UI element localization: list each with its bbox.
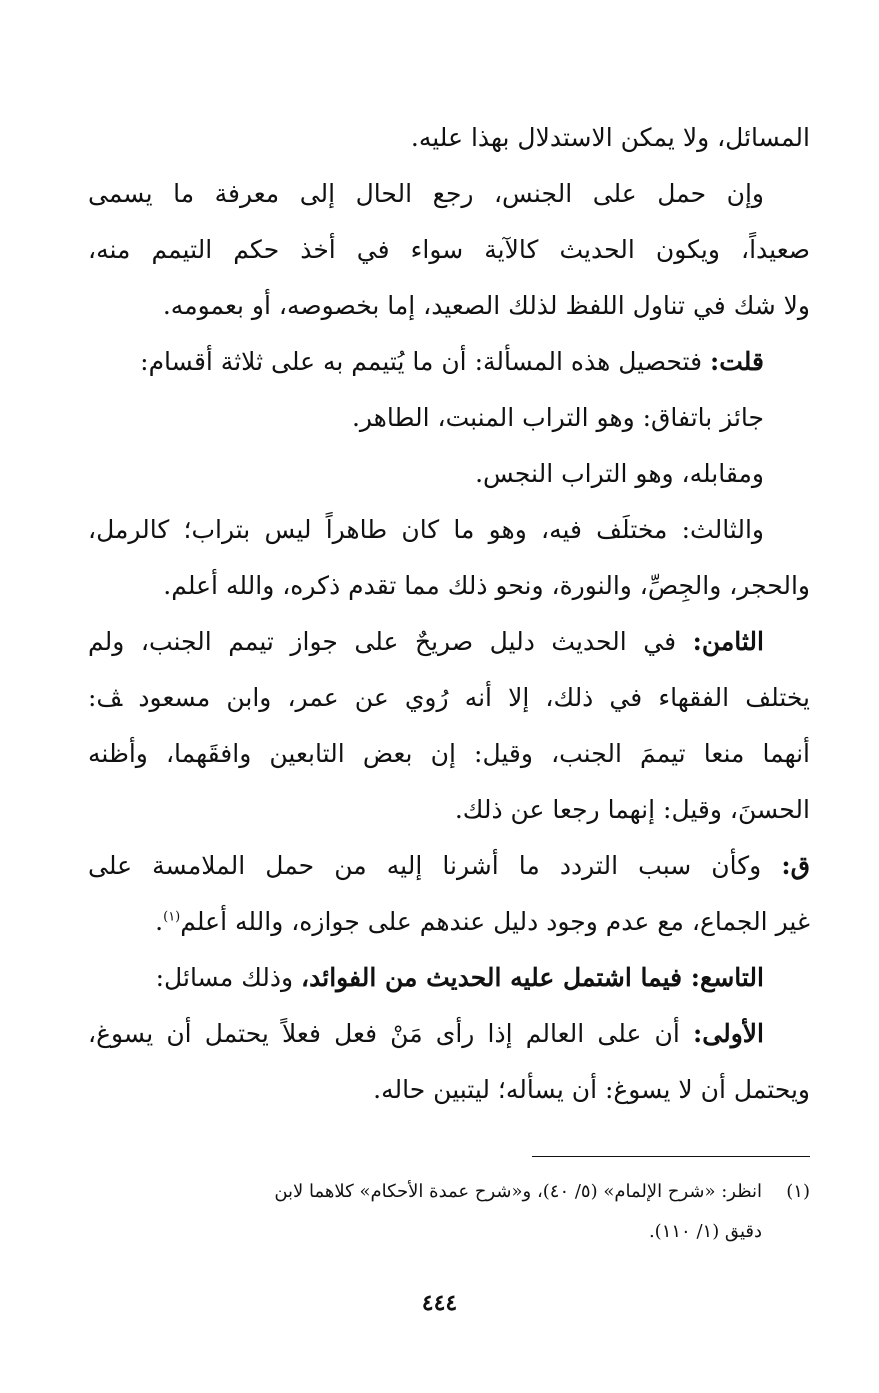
text-line-8 <box>88 502 810 558</box>
text-line-14 <box>88 838 810 894</box>
line-text: وذلك مسائل: <box>155 963 302 992</box>
line-text: ويحتمل أن لا يسوغ: أن يسأله؛ ليتبين حاله. <box>373 1075 810 1104</box>
line-text: الحسنَ، وقيل: إنهما رجعا عن ذلك. <box>454 795 810 824</box>
text-line-1 <box>88 110 810 166</box>
text-line-10 <box>88 614 810 670</box>
line-lead-word: قلت: <box>709 347 764 376</box>
footnote-line-1 <box>88 1172 810 1212</box>
line-text: في الحديث دليل صريحٌ على جواز تيمم الجنب، ولم <box>88 627 693 656</box>
footnote-line-2 <box>88 1212 810 1252</box>
line-lead-word: ق: <box>781 851 810 880</box>
footnotes <box>88 1172 810 1252</box>
text-line-18 <box>88 1062 810 1118</box>
text-line-9 <box>88 558 810 614</box>
line-text: جائز باتفاق: وهو التراب المنبت، الطاهر. <box>351 403 764 432</box>
text-line-4 <box>88 278 810 334</box>
line-text: غير الجماع، مع عدم وجود دليل عندهم على جوازه، والله أعلم <box>180 907 810 936</box>
line-text: أنهما منعا تيممَ الجنب، وقيل: إن بعض التابعين وافقَهما، وأظنه <box>88 739 810 768</box>
line-text: والثالث: مختلَف فيه، وهو ما كان طاهراً ليس بتراب؛ كالرمل، <box>88 515 764 544</box>
line-text: صعيداً، ويكون الحديث كالآية سواء في أخذ حكم التيمم منه، <box>88 235 810 264</box>
text-line-16 <box>88 950 810 1006</box>
text-line-11 <box>88 670 810 726</box>
footnote-divider <box>532 1156 810 1157</box>
main-text <box>88 110 810 1118</box>
line-text: فتحصيل هذه المسألة: أن ما يُتيمم به على ثلاثة أقسام: <box>140 347 710 376</box>
line-text: ولا شك في تناول اللفظ لذلك الصعيد، إما بخصوصه، أو بعمومه. <box>162 291 810 320</box>
line-text-end: . <box>155 907 164 936</box>
text-line-17 <box>88 1006 810 1062</box>
line-text: ومقابله، وهو التراب النجس. <box>475 459 764 488</box>
text-line-5 <box>88 334 810 390</box>
text-line-3 <box>88 222 810 278</box>
text-line-2 <box>88 166 810 222</box>
text-line-6 <box>88 390 810 446</box>
text-line-15 <box>88 894 810 950</box>
line-bold-text: فيما اشتمل عليه الحديث من الفوائد، <box>301 963 691 992</box>
line-text: والحجر، والجِصِّ، والنورة، ونحو ذلك مما تقدم ذكره، والله أعلم. <box>163 571 810 600</box>
line-text: يختلف الفقهاء في ذلك، إلا أنه رُوي عن عمر، وابن مسعود ﭫ: <box>88 683 810 712</box>
line-text: وإن حمل على الجنس، رجع الحال إلى معرفة ما يسمى <box>88 179 764 208</box>
text-line-12 <box>88 726 810 782</box>
footnote-number: (١) <box>786 1181 810 1202</box>
line-lead-word: الثامن: <box>692 627 764 656</box>
footnote-text: انظر: «شرح الإلمام» (٥/ ٤٠)، و«شرح عمدة الأحكام» كلاهما لابن <box>274 1181 762 1202</box>
line-lead-word: التاسع: <box>690 963 764 992</box>
line-text: المسائل، ولا يمكن الاستدلال بهذا عليه. <box>410 123 810 152</box>
page-number: ٤٤٤ <box>421 1290 458 1316</box>
text-line-13 <box>88 782 810 838</box>
footnote-text: دقيق (١/ ١١٠). <box>648 1221 762 1242</box>
text-line-7 <box>88 446 810 502</box>
footnote-reference[interactable]: (١) <box>163 909 181 925</box>
line-text: وكأن سبب التردد ما أشرنا إليه من حمل الملامسة على <box>88 851 782 880</box>
line-lead-word: الأولى: <box>693 1019 764 1048</box>
line-text: أن على العالم إذا رأى مَنْ فعل فعلاً يحتمل أن يسوغ، <box>88 1019 694 1048</box>
